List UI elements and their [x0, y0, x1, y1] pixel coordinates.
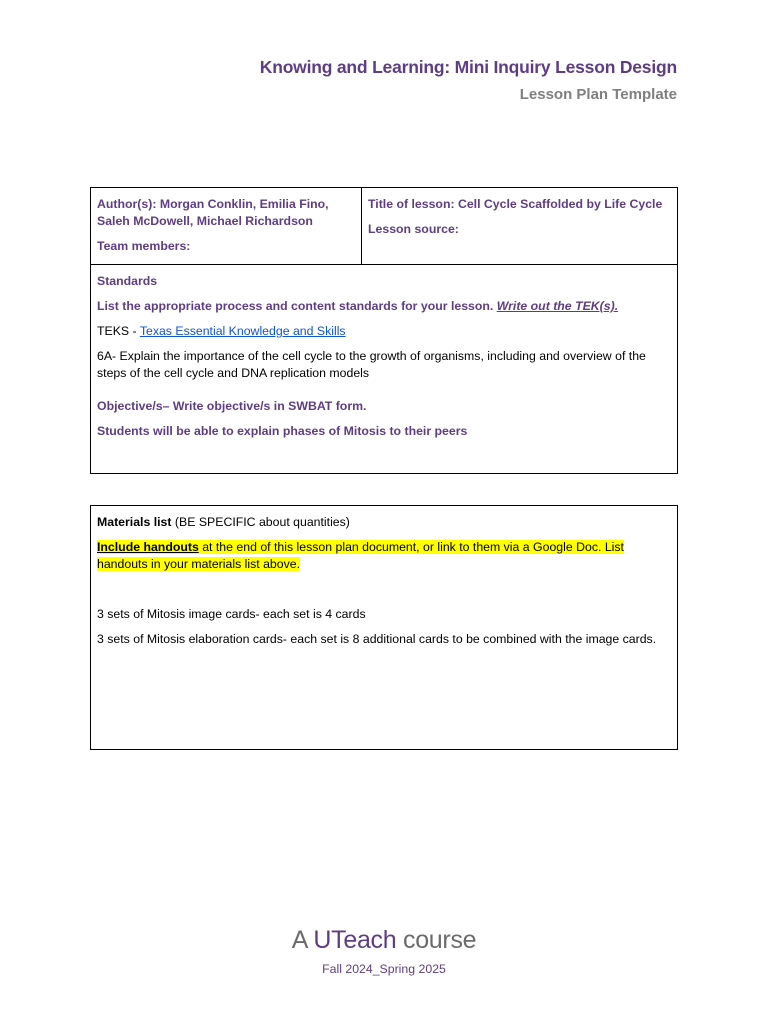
- title-cell: [362, 188, 677, 264]
- materials-item-1: 3 sets of Mitosis image cards- each set is 4 cards: [97, 607, 366, 621]
- handouts-note-bold: Include handouts: [97, 540, 199, 554]
- materials-heading-bold: Materials list: [97, 515, 172, 529]
- standards-instruction-emphasis: Write out the TEK(s).: [496, 299, 619, 313]
- handouts-note: [97, 539, 671, 573]
- materials-table: [90, 505, 678, 750]
- standards-cell: [91, 265, 677, 440]
- standards-instruction-text: List the appropriate process and content standards for your lesson.: [97, 299, 497, 313]
- materials-heading: [97, 514, 671, 531]
- brand-prefix: A: [291, 926, 314, 954]
- authors-line-1: Author(s): Morgan Conklin, Emilia Fino,: [97, 197, 329, 211]
- brand-suffix: course: [396, 926, 477, 954]
- objective-heading: Objective/s– Write objective/s in SWBAT form.: [97, 399, 367, 413]
- teks-6a-text: 6A- Explain the importance of the cell cycle to the growth of organisms, including and overview of the steps of the cell cycle and DNA replication models: [97, 349, 646, 380]
- lesson-info-row-authors: [91, 188, 677, 265]
- uteach-logo: [0, 926, 768, 955]
- document-subtitle: Lesson Plan Template: [519, 86, 677, 103]
- authors-cell: [91, 188, 362, 264]
- standards-heading: Standards: [97, 274, 158, 288]
- objective-text: Students will be able to explain phases of Mitosis to their peers: [97, 424, 468, 438]
- brand-name: UTeach: [313, 926, 397, 954]
- materials-heading-rest: (BE SPECIFIC about quantities): [171, 515, 350, 529]
- lesson-source-label: Lesson source:: [368, 222, 459, 236]
- lesson-title: Title of lesson: Cell Cycle Scaffolded by Life Cycle: [368, 197, 663, 211]
- footer-term: Fall 2024_Spring 2025: [322, 962, 446, 976]
- document-title: Knowing and Learning: Mini Inquiry Lesson Design: [259, 57, 677, 77]
- lesson-info-table: [90, 187, 678, 474]
- authors-line-2: Saleh McDowell, Michael Richardson: [97, 214, 313, 228]
- teks-prefix: TEKS -: [97, 324, 140, 338]
- teks-link[interactable]: Texas Essential Knowledge and Skills: [139, 324, 346, 338]
- team-members-label: Team members:: [97, 239, 191, 253]
- materials-item-2: 3 sets of Mitosis elaboration cards- each set is 8 additional cards to be combined with the image cards.: [97, 632, 657, 646]
- handouts-note-rest: at the end of this lesson plan document, or link to them via a Google Doc. List handouts in your materials list above.: [97, 540, 624, 571]
- teks-line: [97, 323, 671, 340]
- materials-cell: [91, 506, 677, 648]
- standards-instruction: [97, 298, 671, 315]
